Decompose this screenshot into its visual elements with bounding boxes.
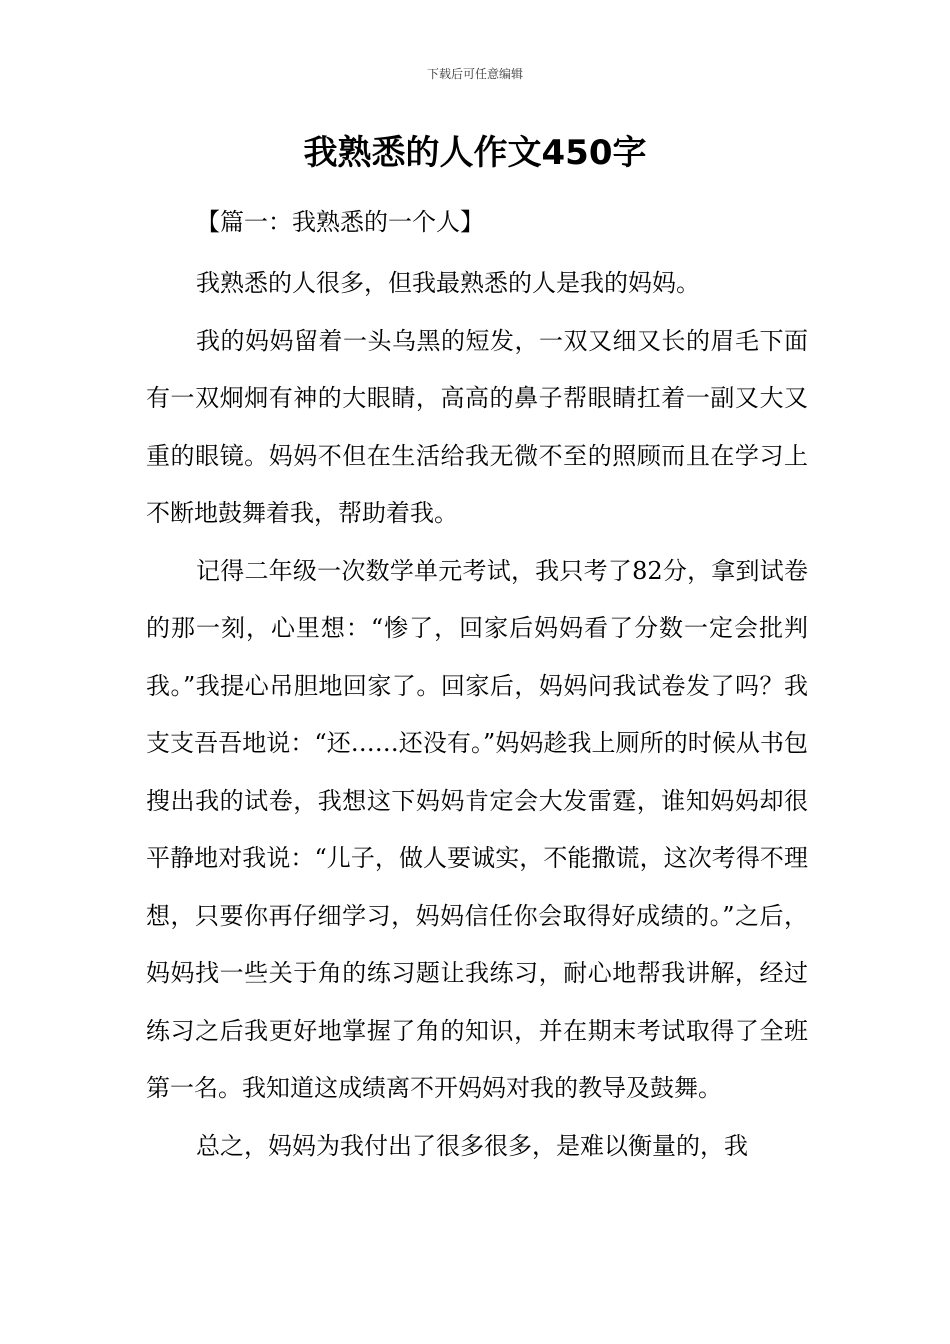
section-heading: 【篇一：我熟悉的一个人】	[196, 208, 484, 236]
document-body	[146, 255, 808, 1175]
paragraph: 记得二年级一次数学单元考试，我只考了82分，拿到试卷的那一刻，心里想：“惨了，回家后妈妈看了分数一定会批判我。”我提心吊胆地回家了。回家后，妈妈问我试卷发了吗？我支支吾吾地说：“还……还没有。”妈妈趁我上厕所的时候从书包搜出我的试卷，我想这下妈妈肯定会大发雷霆，谁知妈妈却很平静地对我说：“儿子，做人要诚实，不能撒谎，这次考得不理想，只要你再仔细学习，妈妈信任你会取得好成绩的。”之后，妈妈找一些关于角的练习题让我练习，耐心地帮我讲解，经过练习之后我更好地掌握了角的知识，并在期末考试取得了全班第一名。我知道这成绩离不开妈妈对我的教导及鼓舞。	[146, 556, 808, 1102]
header-note: 下载后可任意编辑	[426, 67, 523, 81]
document-title: 我熟悉的人作文450字	[303, 133, 647, 173]
paragraph: 总之，妈妈为我付出了很多很多，是难以衡量的，我	[196, 1131, 748, 1160]
paragraph: 我熟悉的人很多，但我最熟悉的人是我的妈妈。	[196, 269, 700, 297]
paragraph: 我的妈妈留着一头乌黑的短发，一双又细又长的眉毛下面有一双炯炯有神的大眼睛，高高的鼻子帮眼睛扛着一副又大又重的眼镜。妈妈不但在生活给我无微不至的照顾而且在学习上不断地鼓舞着我，帮助着我。	[146, 326, 808, 527]
